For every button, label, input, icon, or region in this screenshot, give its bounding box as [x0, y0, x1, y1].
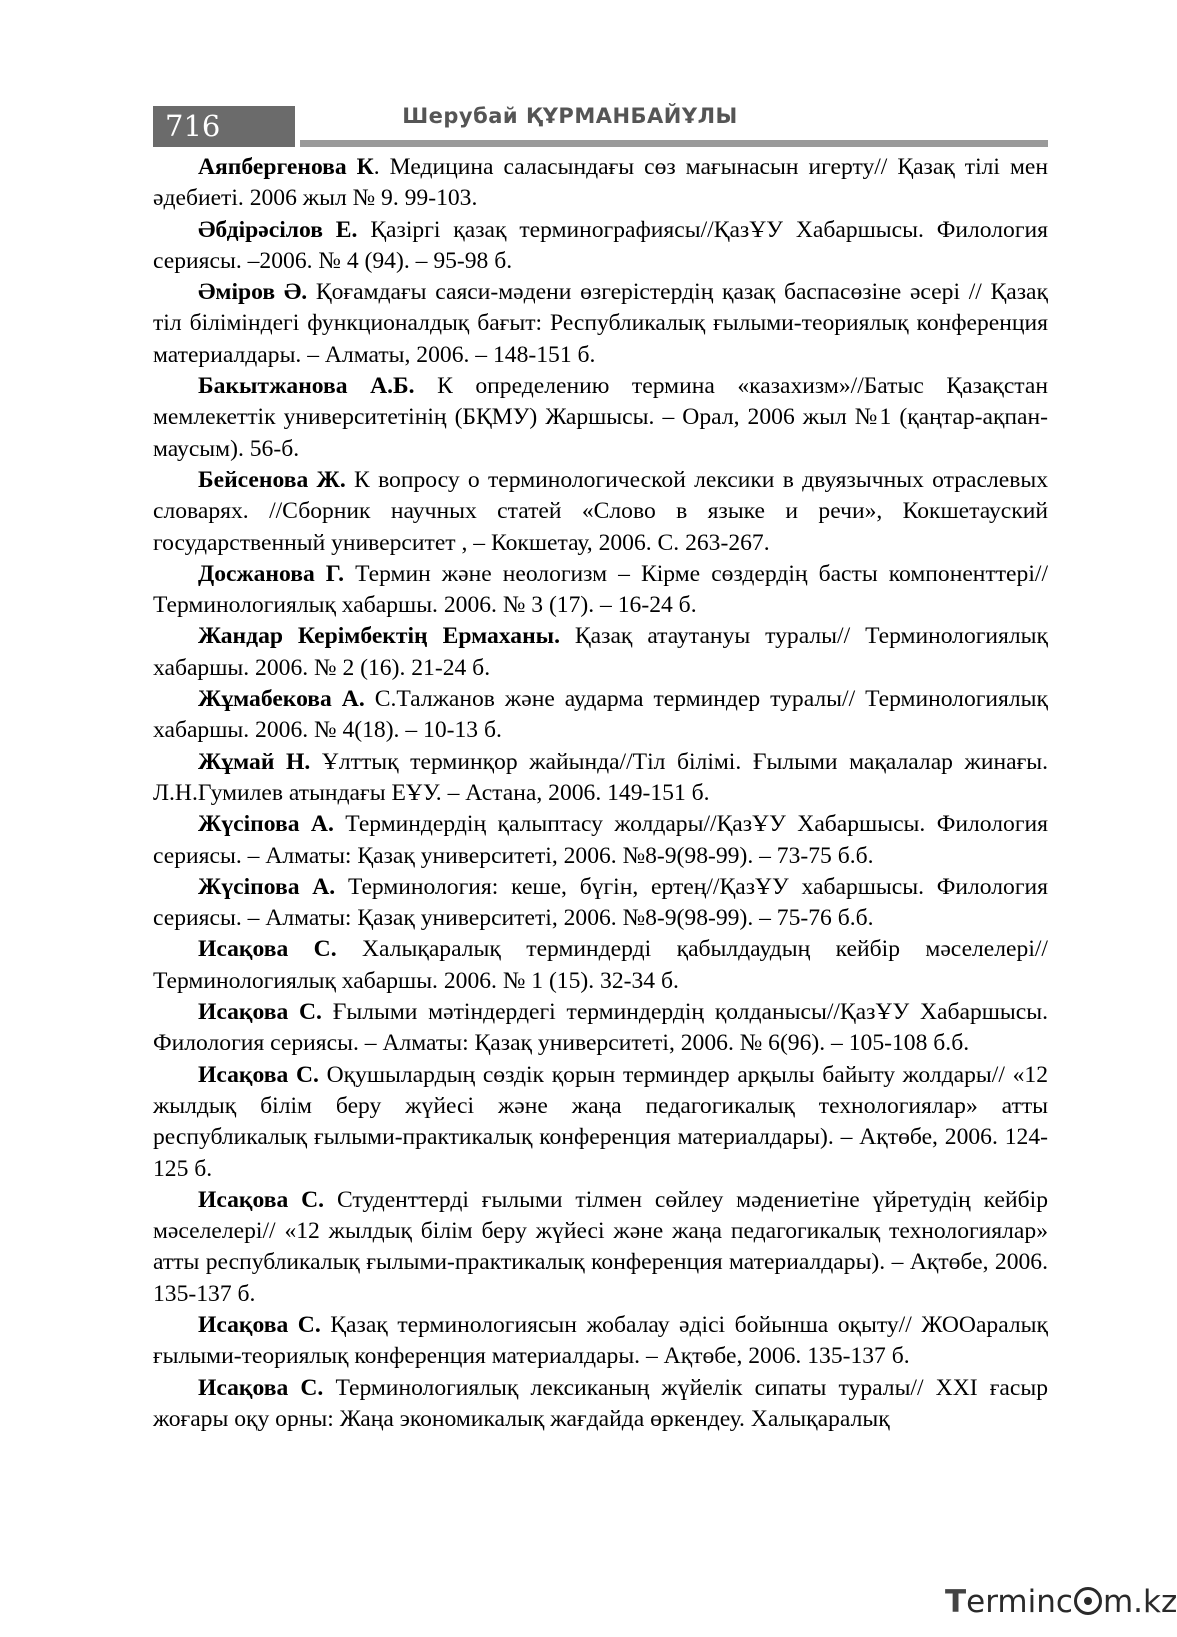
entry-author: Бакытжанова А.Б. — [198, 373, 415, 400]
entry-author: Исақова С. — [198, 1374, 324, 1401]
bibliography-entry — [153, 1060, 1048, 1185]
entry-text: Ұлттық терминқор жайында//Тіл білімі. Ғылыми мақалалар жинағы. Л.Н.Гумилев атындағы ЕҰУ. – Астана, 2006. 149-151 б. — [153, 748, 1048, 806]
entry-text: Ғылыми мәтіндердегі терминдердің қолданысы//ҚазҰУ Хабаршысы. Филология сериясы. – Алматы: Қазақ университеті, 2006. № 6(96). – 105-108 б.б. — [153, 999, 1048, 1057]
entry-author: Жүсіпова А. — [198, 811, 334, 838]
entry-text: Терминология: кеше, бүгін, ертең//ҚазҰУ хабаршысы. Филология сериясы. – Алматы: Қазақ университеті, 2006. №8-9(98-99). – 75-76 б.б. — [153, 873, 1048, 932]
entry-author: Аяпбергенова К — [198, 154, 374, 180]
entry-author: Бейсенова Ж. — [198, 466, 346, 493]
bibliography-entry — [153, 997, 1048, 1060]
entry-author: Жандар Керімбектің Ермаханы. — [198, 623, 560, 650]
entry-author: Жұмай Н. — [198, 748, 311, 775]
running-head: Шерубай ҚҰРМАНБАЙҰЛЫ — [402, 104, 738, 128]
watermark-logo — [945, 1583, 1177, 1621]
watermark-text: erminc — [966, 1584, 1073, 1620]
entry-author: Исақова С. — [198, 999, 322, 1026]
bibliography-entry — [153, 747, 1048, 810]
target-icon — [1074, 1587, 1102, 1615]
entry-author: Исақова С. — [198, 1311, 321, 1338]
entry-author: Әбдірәсілов Е. — [198, 216, 358, 243]
entry-text: . Медицина саласындағы сөз мағынасын игерту// Қазақ тілі мен әдебиеті. 2006 жыл № 9. 99-103. — [153, 154, 1048, 212]
page-number: 716 — [153, 106, 295, 147]
bibliography-entry — [153, 215, 1048, 278]
entry-text: Қоғамдағы саяси-мәдени өзгерістердің қазақ баспасөзіне әсері // Қазақ тіл біліміндегі функционалдық бағыт: Республикалық ғылыми-теориялық конференция материалдары. – Алматы, 2006. – 148-151 б. — [153, 279, 1048, 368]
watermark-letter: T — [945, 1584, 967, 1620]
bibliography-entry — [153, 465, 1048, 559]
entry-text: Термин және неологизм – Кірме сөздердің басты компоненттері//Терминологиялық хабаршы. 2006. № 3 (17). – 16-24 б. — [153, 560, 1048, 619]
entry-author: Исақова С. — [198, 1186, 325, 1213]
bibliography-entry — [153, 934, 1048, 997]
bibliography-entry — [153, 559, 1048, 622]
entry-author: Досжанова Г. — [198, 560, 345, 587]
entry-text: Халықаралық терминдерді қабылдаудың кейбір мәселелері// Терминологиялық хабаршы. 2006. № 1 (15). 32-34 б. — [153, 936, 1048, 994]
bibliography-entry — [153, 1310, 1048, 1373]
bibliography-entry — [153, 1185, 1048, 1310]
entry-author: Жүсіпова А. — [198, 873, 336, 900]
bibliography-entry — [153, 277, 1048, 371]
entry-text: Студенттерді ғылыми тілмен сөйлеу мәдениетіне үйретудің кейбір мәселелері// «12 жылдық білім беру жүйесі және жаңа педагогикалық технологиялар» атты республикалық ғылыми-практикалық конференция материалдары). – Ақтөбе, 2006. 135-137 б. — [153, 1186, 1048, 1307]
bibliography-entry — [153, 371, 1048, 465]
watermark-domain: m.kz — [1102, 1584, 1177, 1620]
entry-text: Қазақ атаутануы туралы// Терминологиялық хабаршы. 2006. № 2 (16). 21-24 б. — [153, 623, 1048, 681]
entry-text: К вопросу о терминологической лексики в двуязычных отраслевых словарях. //Сборник научных статей «Слово в языке и речи», Кокшетауский государственный университет , – Кокшетау, 2006. С. 263-267. — [153, 466, 1048, 556]
entry-author: Әміров Ә. — [198, 279, 308, 306]
entry-text: С.Талжанов және аударма терминдер туралы// Терминологиялық хабаршы. 2006. № 4(18). – 10-13 б. — [153, 686, 1048, 744]
entry-text: Терминдердің қалыптасу жолдары//ҚазҰУ Хабаршысы. Филология сериясы. – Алматы: Қазақ университеті, 2006. №8-9(98-99). – 73-75 б.б. — [153, 811, 1048, 869]
header-rule — [300, 140, 1048, 147]
entry-author: Жұмабекова А. — [198, 686, 365, 713]
bibliography-entry — [153, 872, 1048, 935]
bibliography-entry — [153, 152, 1048, 215]
entry-author: Исақова С. — [198, 936, 337, 963]
entry-text: Қазіргі қазақ терминографиясы//ҚазҰУ Хабаршысы. Филология сериясы. –2006. № 4 (94). – 95-98 б. — [153, 216, 1048, 274]
entry-text: Терминологиялық лексиканың жүйелік сипаты туралы// XXI ғасыр жоғары оқу орны: Жаңа экономикалық жағдайда өркендеу. Халықаралық — [153, 1374, 1048, 1432]
bibliography-entry — [153, 684, 1048, 747]
bibliography-entry — [153, 809, 1048, 872]
bibliography-entry — [153, 621, 1048, 684]
bibliography-entry — [153, 1373, 1048, 1436]
bibliography-list — [153, 152, 1048, 1435]
entry-author: Исақова С. — [198, 1061, 319, 1088]
entry-text: Оқушылардың сөздік қорын терминдер арқылы байыту жолдары// «12 жылдық білім беру жүйесі және жаңа педагогикалық технологиялар» атты республикалық ғылыми-практикалық конференция материалдары). – Ақтөбе, 2006. 124-125 б. — [153, 1061, 1048, 1182]
entry-text: Қазақ терминологиясын жобалау әдісі бойынша оқыту// ЖООаралық ғылыми-теориялық конференция материалдары. – Ақтөбе, 2006. 135-137 б. — [153, 1311, 1048, 1370]
entry-text: К определению термина «казахизм»//Батыс Қазақстан мемлекеттік университетінің (БҚМУ) Жаршысы. – Орал, 2006 жыл №1 (қаңтар-ақпан-маусым). 56-б. — [153, 373, 1048, 462]
